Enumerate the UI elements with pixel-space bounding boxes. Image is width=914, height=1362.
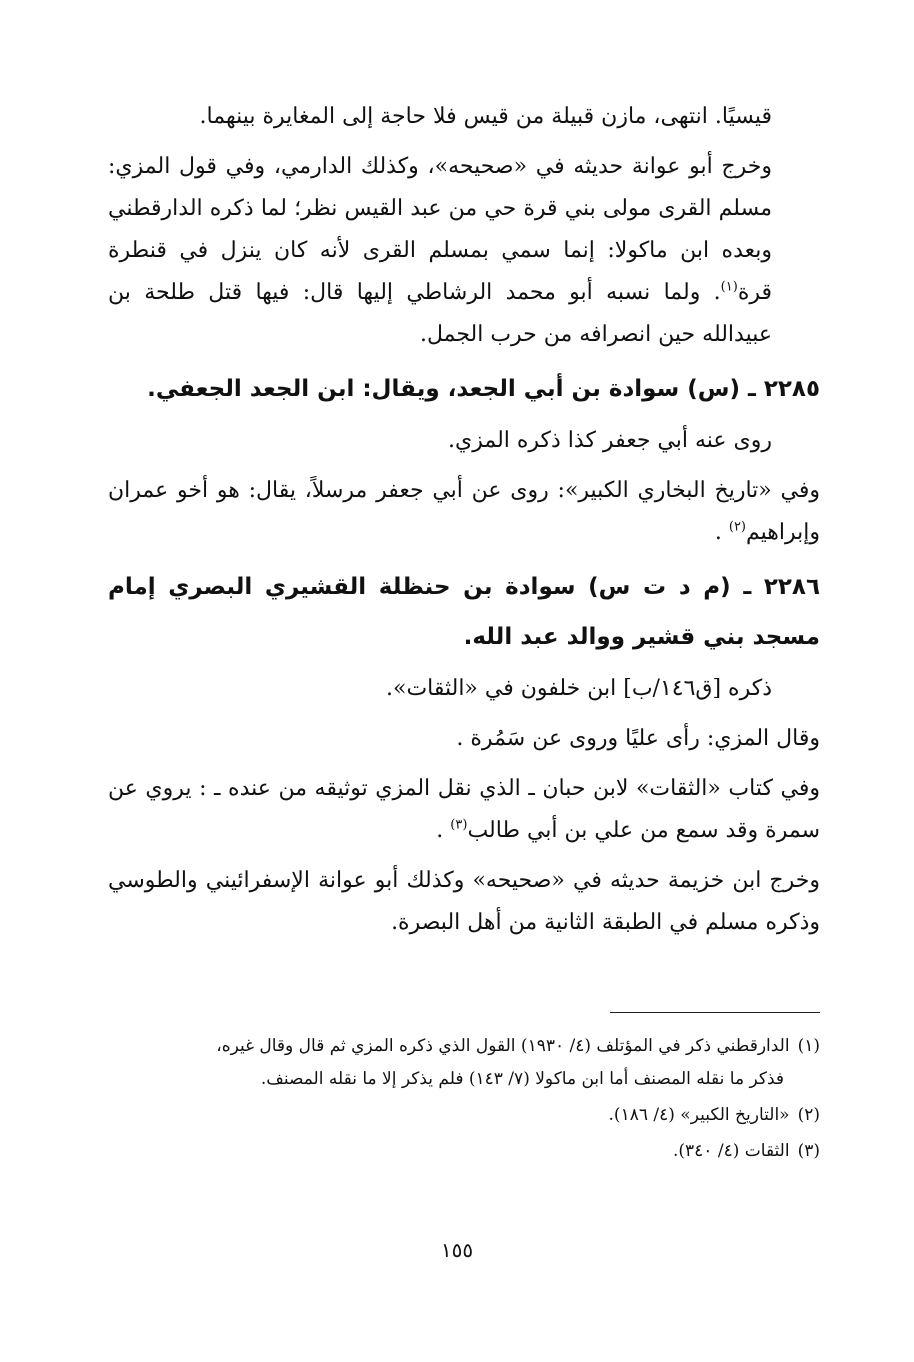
paragraph-bukhari-tarikh — [108, 470, 820, 554]
paragraph-ibn-hibban — [108, 768, 820, 852]
footnote-1-line-2: فذكر ما نقله المصنف أما ابن ماكولا (٧/ ١٤٣) فلم يذكر إلا ما نقله المصنف. — [260, 1069, 784, 1089]
footnote-1-line-1: الدارقطني ذكر في المؤتلف (٤/ ١٩٣٠) القول الذي ذكره المزي ثم قال وقال غيره، — [216, 1036, 790, 1056]
paragraph-mizzi-saying: وقال المزي: رأى عليًا وروى عن سَمُرة . — [456, 726, 820, 751]
entry-heading-2285: ٢٢٨٥ ـ (س) سوادة بن أبي الجعد، ويقال: ابن الجعد الجعفي. — [147, 376, 820, 402]
paragraph-abu-awana-text-b: . ولما نسبه أبو محمد الرشاطي إليها قال: فيها قتل طلحة بن عبيدالله حين انصرافه من حرب الجمل. — [108, 280, 772, 347]
footnote-3-number: (٣) — [797, 1141, 820, 1161]
footnote-1 — [108, 1030, 820, 1096]
paragraph-intro: قيسيًا. انتهى، مازن قبيلة من قيس فلا حاجة إلى المغايرة بينهما. — [199, 104, 772, 129]
entry-heading-2286: ٢٢٨٦ ـ (م د ت س) سوادة بن حنظلة القشيري البصري إمام مسجد بني قشير ووالد عبد الله. — [108, 574, 820, 650]
paragraph-ibn-hibban-text-b: . — [436, 818, 451, 843]
paragraph-abu-awana-text-a: وخرج أبو عوانة حديثه في «صحيحه»، وكذلك الدارمي، وفي قول المزي: مسلم القرى مولى بني قرة حي من عبد القيس نظر؛ لما ذكره الدارقطني وبعده ابن ماكولا: إنما سمي بمسلم القرى لأنه كان ينزل في قنطرة قرة — [108, 154, 772, 305]
paragraph-ibn-hibban-text-a: وفي كتاب «الثقات» لابن حبان ـ الذي نقل المزي توثيقه من عنده ـ : يروي عن سمرة وقد سمع من علي بن أبي طالب — [108, 776, 820, 843]
footnote-ref-2: (٢) — [728, 519, 746, 535]
page-body — [108, 96, 820, 952]
paragraph-narration-2285: روى عنه أبي جعفر كذا ذكره المزي. — [448, 428, 772, 453]
page-number: ١٥٥ — [440, 1238, 474, 1262]
paragraph-bukhari-text-b: . — [714, 520, 729, 545]
footnote-ref-1: (١) — [720, 279, 738, 295]
footnote-2-text: «التاريخ الكبير» (٤/ ١٨٦). — [608, 1105, 790, 1125]
footnote-separator — [610, 1012, 820, 1013]
footnote-ref-3: (٣) — [450, 817, 468, 833]
paragraph-ibn-khalfun: ذكره [ق١٤٦/ب] ابن خلفون في «الثقات». — [385, 676, 772, 701]
paragraph-bukhari-text-a: وفي «تاريخ البخاري الكبير»: روى عن أبي جعفر مرسلاً، يقال: هو أخو عمران وإبراهيم — [108, 478, 820, 545]
paragraph-ibn-khuzayma: وخرج ابن خزيمة حديثه في «صحيحه» وكذلك أبو عوانة الإسفرائيني والطوسي وذكره مسلم في الطبقة الثانية من أهل البصرة. — [108, 868, 820, 935]
footnote-3-text: الثقات (٤/ ٣٤٠). — [672, 1141, 790, 1161]
footnote-3 — [108, 1135, 820, 1168]
footnote-2 — [108, 1099, 820, 1132]
footnote-1-number: (١) — [797, 1036, 820, 1056]
paragraph-abu-awana — [108, 146, 820, 356]
footnotes — [108, 1030, 820, 1171]
footnote-2-number: (٢) — [797, 1105, 820, 1125]
